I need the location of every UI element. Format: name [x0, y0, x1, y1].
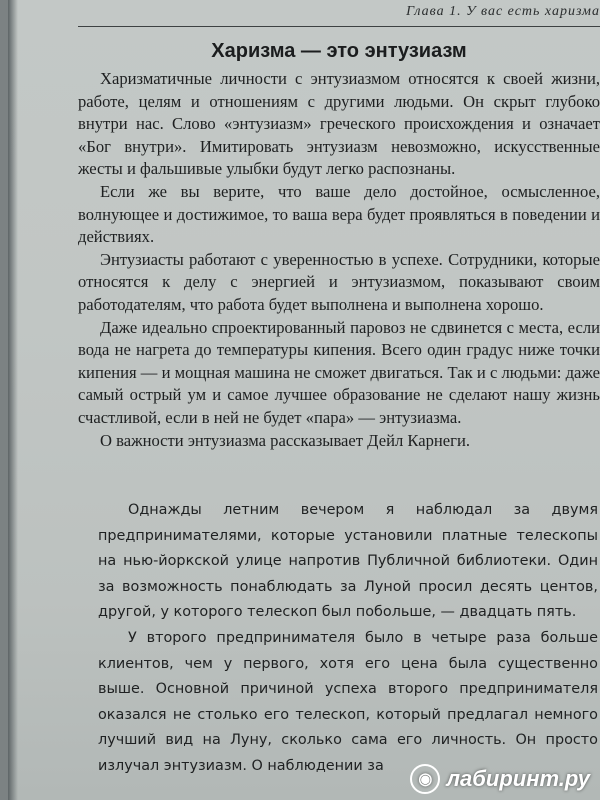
labyrinth-logo-icon: ◉ — [410, 764, 440, 794]
paragraph: Энтузиасты работают с уверенностью в успехе. Сотрудники, которые относятся к делу с энергией и энтузиазмом, показывают своим работодателям, что работа будет выполнена и выполнена хорошо. — [78, 249, 600, 314]
quotation-block — [98, 498, 598, 780]
paragraph: О важности энтузиазма рассказывает Дейл Карнеги. — [100, 430, 470, 450]
paragraph: Харизматичные личности с энтузиазмом относятся к своей жизни, работе, целям и отношениям с другими людьми. Он скрыт глубоко внутри нас. Слово «энтузиазм» греческого происхождения и означает «Бог внутри». Имитировать энтузиазм невозможно, искусственные жесты и фальшивые улыбки будут легко распознаны. — [78, 69, 600, 179]
quote-paragraph: У второго предпринимателя было в четыре раза больше клиентов, чем у первого, хотя его цена была существенно выше. Основной причиной успеха второго предпринимателя оказался не столько его телескоп, который предлагал немного лучший вид на Луну, сколько сама его личность. Он просто излучал энтузиазм. О наблюдении за — [98, 629, 598, 774]
watermark — [410, 764, 590, 794]
section-title: Харизма — это энтузиазм — [211, 40, 467, 62]
running-head: Глава 1. У вас есть харизма — [406, 4, 600, 19]
paragraph: Даже идеально спроектированный паровоз не сдвинется с места, если вода не нагрета до температуры кипения. Всего один градус ниже точки кипения — и мощная машина не сможет двигаться. Так и с людьми: даже самый острый ум и самое лучшее образование не сделают нашу жизнь счастливой, если в ней не будет «пара» — энтузиазма. — [78, 317, 600, 427]
header-divider — [78, 26, 600, 27]
quote-paragraph: Однажды летним вечером я наблюдал за двумя предпринимателями, которые установили платные телескопы на нью-йоркской улице напротив Публичной библиотеки. Один за возможность понаблюдать за Луной просил десять центов, другой, у которого телескоп был побольше, — двадцать пять. — [98, 502, 598, 621]
main-text — [78, 68, 600, 452]
watermark-text: лабиринт.ру — [446, 766, 590, 791]
paragraph: Если же вы верите, что ваше дело достойное, осмысленное, волнующее и достижимое, то ваша вера будет проявляться в поведении и действиях. — [78, 181, 600, 247]
book-page — [8, 0, 600, 800]
spine-shadow — [8, 0, 18, 800]
